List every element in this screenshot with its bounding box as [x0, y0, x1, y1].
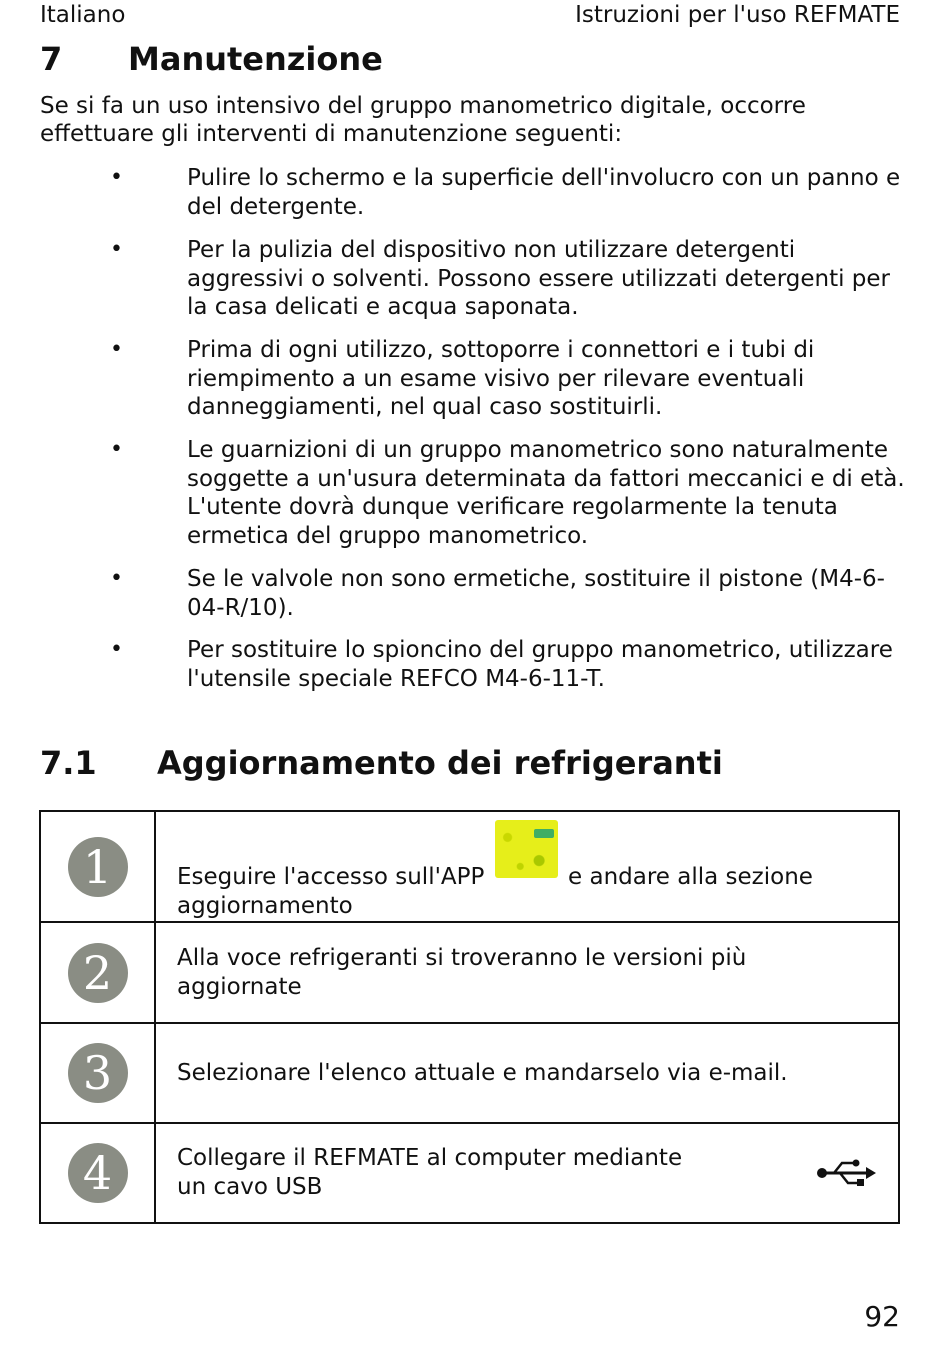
subsection-title: Aggiornamento dei refrigeranti — [157, 744, 723, 782]
step-text-after: e andare alla sezione aggiornamento — [177, 864, 813, 919]
app-icon — [495, 820, 558, 878]
header-manual-title: Istruzioni per l'uso REFMATE — [575, 2, 900, 28]
maintenance-list — [110, 164, 910, 696]
bullet-icon: • — [110, 165, 123, 190]
section-heading — [40, 40, 383, 78]
step-number-cell — [40, 1023, 155, 1123]
section-title: Manutenzione — [128, 40, 383, 78]
step-number-badge: 4 — [68, 1143, 128, 1203]
page-number: 92 — [864, 1300, 900, 1333]
list-item-text: Le guarnizioni di un gruppo manometrico sono naturalmente soggette a un'usura determinata da fattori meccanici e di età. L'utente dovrà dunque verificare regolarmente la tenuta ermetica del gruppo manometrico. — [187, 437, 905, 549]
step-number-cell — [40, 811, 155, 922]
list-item — [110, 565, 910, 636]
bullet-icon: • — [110, 637, 123, 662]
bullet-icon: • — [110, 237, 123, 262]
table-row — [40, 1023, 899, 1123]
table-row — [40, 1123, 899, 1223]
subsection-heading — [40, 744, 723, 782]
step-text: Alla voce refrigeranti si troveranno le versioni più aggiornate — [177, 944, 747, 1000]
list-item — [110, 236, 910, 336]
step-number-badge: 3 — [68, 1043, 128, 1103]
step-text: Collegare il REFMATE al computer mediante un cavo USB — [177, 1145, 683, 1200]
step-number-cell — [40, 1123, 155, 1223]
step-number-badge: 2 — [68, 943, 128, 1003]
step-text: Selezionare l'elenco attuale e mandarselo via e-mail. — [177, 1059, 788, 1086]
list-item — [110, 336, 910, 436]
step-text-cell — [155, 1023, 899, 1123]
list-item-text: Pulire lo schermo e la superficie dell'involucro con un panno e del detergente. — [187, 165, 901, 220]
header-language: Italiano — [40, 2, 126, 28]
subsection-number: 7.1 — [40, 744, 97, 782]
list-item — [110, 636, 910, 696]
usb-icon — [816, 1158, 878, 1188]
step-number-cell — [40, 922, 155, 1023]
step-number-badge: 1 — [68, 837, 128, 897]
step-text-before: Eseguire l'accesso sull'APP — [177, 864, 485, 890]
bullet-icon: • — [110, 337, 123, 362]
table-row — [40, 922, 899, 1023]
step-text-cell — [155, 811, 899, 922]
list-item-text: Se le valvole non sono ermetiche, sostituire il pistone (M4-6-04-R/10). — [187, 566, 885, 621]
list-item — [110, 436, 910, 565]
list-item-text: Per sostituire lo spioncino del gruppo manometrico, utilizzare l'utensile speciale REFCO M4-6-11-T. — [187, 637, 893, 692]
list-item — [110, 164, 910, 236]
table-row — [40, 811, 899, 922]
step-text-cell — [155, 1123, 899, 1223]
bullet-icon: • — [110, 437, 123, 462]
list-item-text: Prima di ogni utilizzo, sottoporre i connettori e i tubi di riempimento a un esame visivo per rilevare eventuali danneggiamenti, nel qual caso sostituirli. — [187, 337, 815, 420]
step-text-wrap — [177, 1144, 878, 1202]
section-number: 7 — [40, 40, 63, 78]
bullet-icon: • — [110, 566, 123, 591]
step-text-cell — [155, 922, 899, 1023]
section-intro: Se si fa un uso intensivo del gruppo manometrico digitale, occorre effettuare gli interventi di manutenzione seguenti: — [40, 93, 806, 147]
page-header — [40, 2, 900, 28]
steps-table — [39, 810, 900, 1224]
step-text — [177, 812, 878, 921]
list-item-text: Per la pulizia del dispositivo non utilizzare detergenti aggressivi o solventi. Possono essere utilizzati detergenti per la casa delicati e acqua saponata. — [187, 237, 891, 320]
